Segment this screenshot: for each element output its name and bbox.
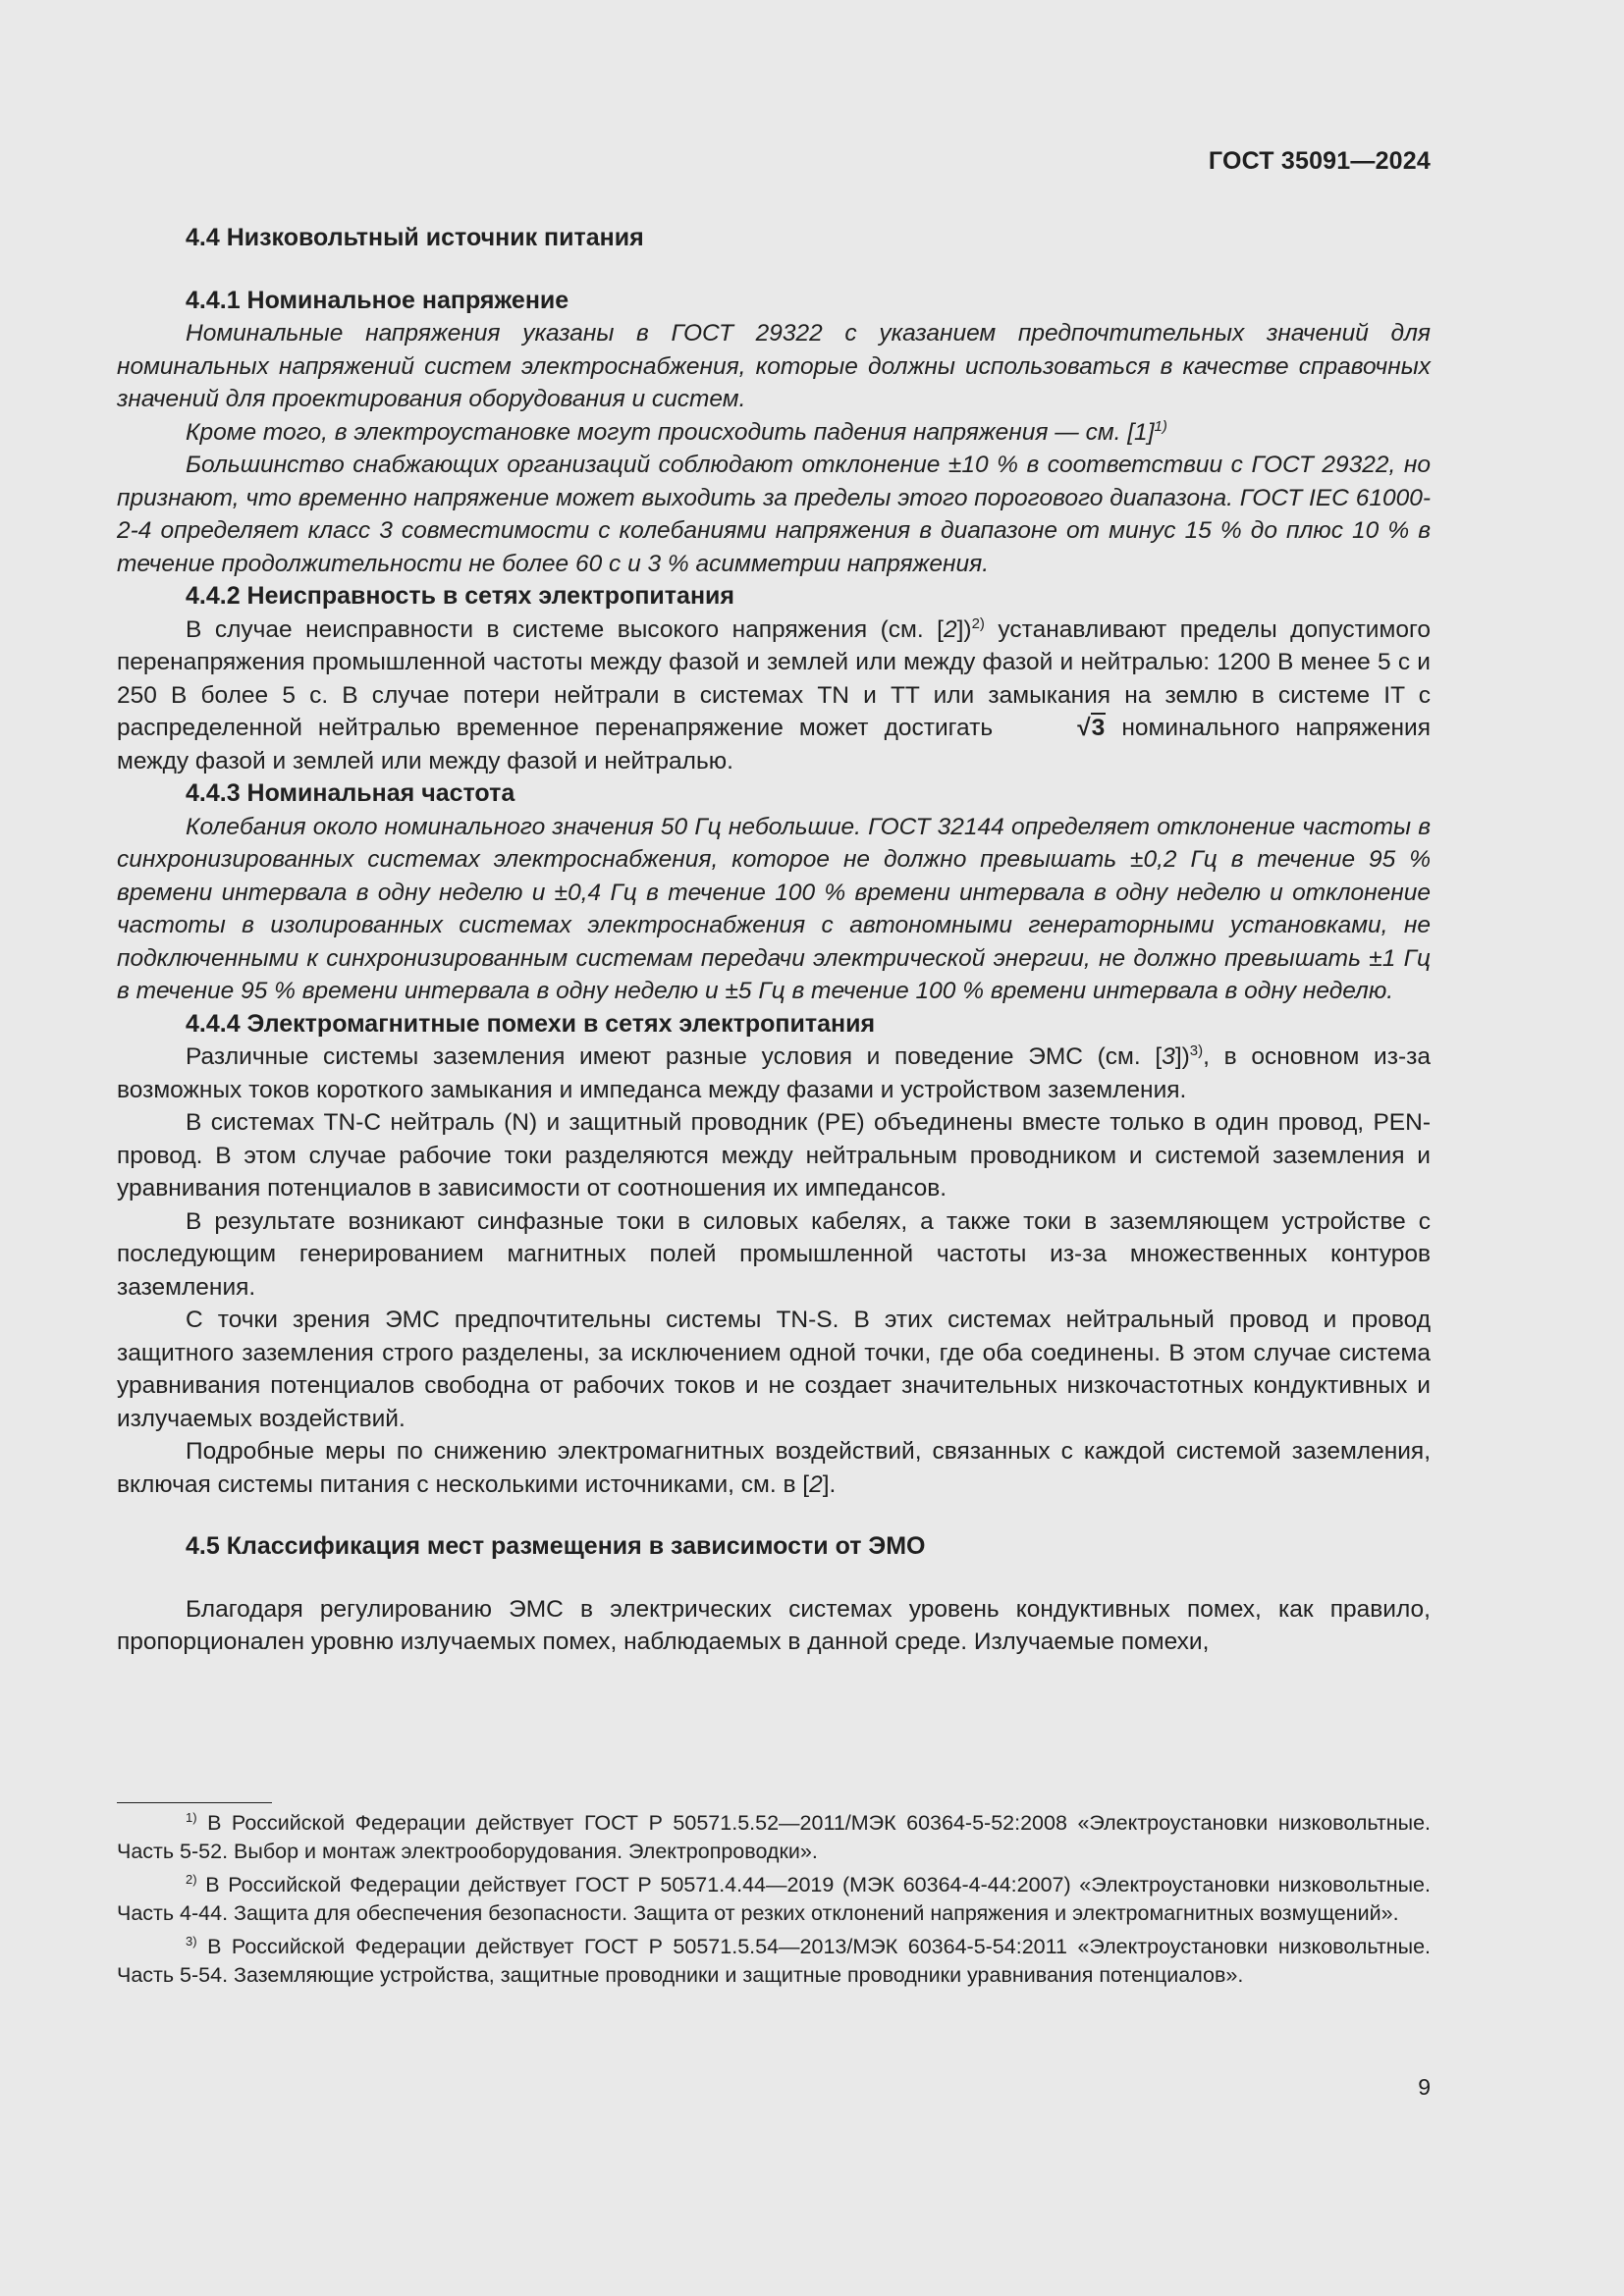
paragraph: С точки зрения ЭМС предпочтительны системы TN-S. В этих системах нейтральный провод и провод защитного заземления строго разделены, за исключением одной точки, где оба соединены. В этом случае система уравнивания потенциалов свободна от рабочих токов и не создает значительных низкочастотных кондуктивных и излучаемых воздействий. [117,1307,1431,1432]
footnote-marker[interactable]: 2) [971,614,985,632]
reference-link[interactable]: 3 [1162,1043,1175,1070]
bracket: ] [1147,418,1155,446]
section-heading-4-4-1: 4.4.1 Номинальное напряжение [186,286,569,314]
document-code: ГОСТ 35091—2024 [1208,147,1431,175]
footnote-item [117,1809,1431,1866]
radicand: 3 [1091,715,1106,741]
footnote-number: 1) [186,1810,197,1825]
paragraph: Номинальные напряжения указаны в ГОСТ 29322 с указанием предпочтительных значений для номинальных напряжений систем электроснабжения, которые должны использоваться в качестве справочных значений для проектирования оборудования и систем. [117,320,1431,412]
paragraph-text: Подробные меры по снижению электромагнитных воздействий, связанных с каждой системой заземления, включая системы питания с несколькими источниками, см. в [ [117,1438,1431,1498]
paragraph-text: устанавливают пределы допустимого перенапряжения промышленной частоты между фазой и землей или между фазой и нейтралью: 1200 В менее 5 с и 250 В более 5 с. В случае потери нейтрали в системах TN и TT или замыкания на землю в системе IT с распределенной нейтралью временное перенапряжение может достигать [117,615,1431,741]
footnote-item [117,1871,1431,1928]
reference-link[interactable]: 1 [1134,418,1148,446]
bracket: ]) [1174,1043,1190,1070]
square-root-symbol [1008,712,1106,745]
paragraph-text: Различные системы заземления имеют разные условия и поведение ЭМС (см. [ [186,1043,1163,1070]
main-content [117,222,1431,1659]
paragraph: В системах TN-C нейтраль (N) и защитный проводник (PE) объединены вместе только в один провод, PEN-провод. В этом случае рабочие токи разделяются между нейтральным проводником и системой заземления и уравнивания потенциалов в зависимости от соотношения их импедансов. [117,1109,1431,1201]
bracket: ]) [956,615,972,643]
paragraph-text: Кроме того, в электроустановке могут происходить падения напряжения — см. [ [186,418,1135,446]
paragraph-text: В случае неисправности в системе высокого напряжения (см. [ [186,615,944,643]
footnote-text: В Российской Федерации действует ГОСТ Р 50571.5.52—2011/МЭК 60364-5-52:2008 «Электроустановки низковольтные. Часть 5-52. Выбор и монтаж электрооборудования. Электропроводки». [117,1811,1431,1863]
paragraph: Благодаря регулированию ЭМС в электрических системах уровень кондуктивных помех, как правило, пропорционален уровню излучаемых помех, наблюдаемых в данной среде. Излучаемые помехи, [117,1595,1431,1655]
section-heading-4-5: 4.5 Классификация мест размещения в зависимости от ЭМО [186,1532,926,1560]
paragraph-text: , в основном из-за возможных токов короткого замыкания и импеданса между фазами и устройством заземления. [117,1043,1431,1103]
footnote-text: В Российской Федерации действует ГОСТ Р 50571.4.44—2019 (МЭК 60364-4-44:2007) «Электроустановки низковольтные. Часть 4-44. Защита для обеспечения безопасности. Защита от резких отклонений напряжения и электромагнитных возмущений». [117,1873,1431,1925]
paragraph: В результате возникают синфазные токи в силовых кабелях, а также токи в заземляющем устройстве с последующим генерированием магнитных полей промышленной частоты из-за множественных контуров заземления. [117,1207,1431,1301]
radical-sign: √ [1077,715,1091,741]
paragraph: Большинство снабжающих организаций соблюдают отклонение ±10 % в соответствии с ГОСТ 29322, но признают, что временно напряжение может выходить за пределы этого порогового диапазона. ГОСТ IEC 61000-2-4 определяет класс 3 совместимости с колебаниями напряжения в диапазоне от минус 15 % до плюс 10 % в течение продолжительности не более 60 с и 3 % асимметрии напряжения. [117,452,1431,577]
paragraph [117,416,1431,450]
paragraph [117,614,1431,778]
footnote-number: 3) [186,1934,197,1949]
paragraph-text: номинального напряжения между фазой и землей или между фазой и нейтралью. [117,715,1431,774]
paragraph [117,1435,1431,1501]
footnote-number: 2) [186,1872,197,1887]
paragraph: Колебания около номинального значения 50 Гц небольшие. ГОСТ 32144 определяет отклонение частоты в синхронизированных системах электроснабжения, которое не должно превышать ±0,2 Гц в течение 95 % времени интервала в одну неделю и ±0,4 Гц в течение 100 % времени интервала в одну неделю и отклонение частоты в изолированных системах электроснабжения с автономными генераторными установками, не подключенными к синхронизированным системам передачи электрической энергии, не должно превышать ±1 Гц в течение 95 % времени интервала в одну неделю и ±5 Гц в течение 100 % времени интервала в одну неделю. [117,813,1431,1004]
bracket: ]. [822,1470,837,1498]
section-heading-4-4: 4.4 Низковольтный источник питания [186,224,644,251]
reference-link[interactable]: 2 [809,1470,823,1498]
page-number: 9 [1418,2074,1431,2100]
footnote-marker[interactable]: 1) [1154,417,1167,435]
reference-link[interactable]: 2 [943,615,957,643]
section-heading-4-4-4: 4.4.4 Электромагнитные помехи в сетях электропитания [186,1009,876,1038]
footnote-divider [117,1802,272,1803]
footnote-marker[interactable]: 3) [1189,1042,1204,1059]
footnotes [117,1809,1431,1995]
footnote-item [117,1933,1431,1990]
section-heading-4-4-3: 4.4.3 Номинальная частота [186,779,515,807]
paragraph [117,1041,1431,1106]
footnote-text: В Российской Федерации действует ГОСТ Р 50571.5.54—2013/МЭК 60364-5-54:2011 «Электроустановки низковольтные. Часть 5-54. Заземляющие устройства, защитные проводники и защитные проводники уравнивания потенциалов». [117,1935,1431,1987]
section-heading-4-4-2: 4.4.2 Неисправность в сетях электропитания [186,582,735,610]
